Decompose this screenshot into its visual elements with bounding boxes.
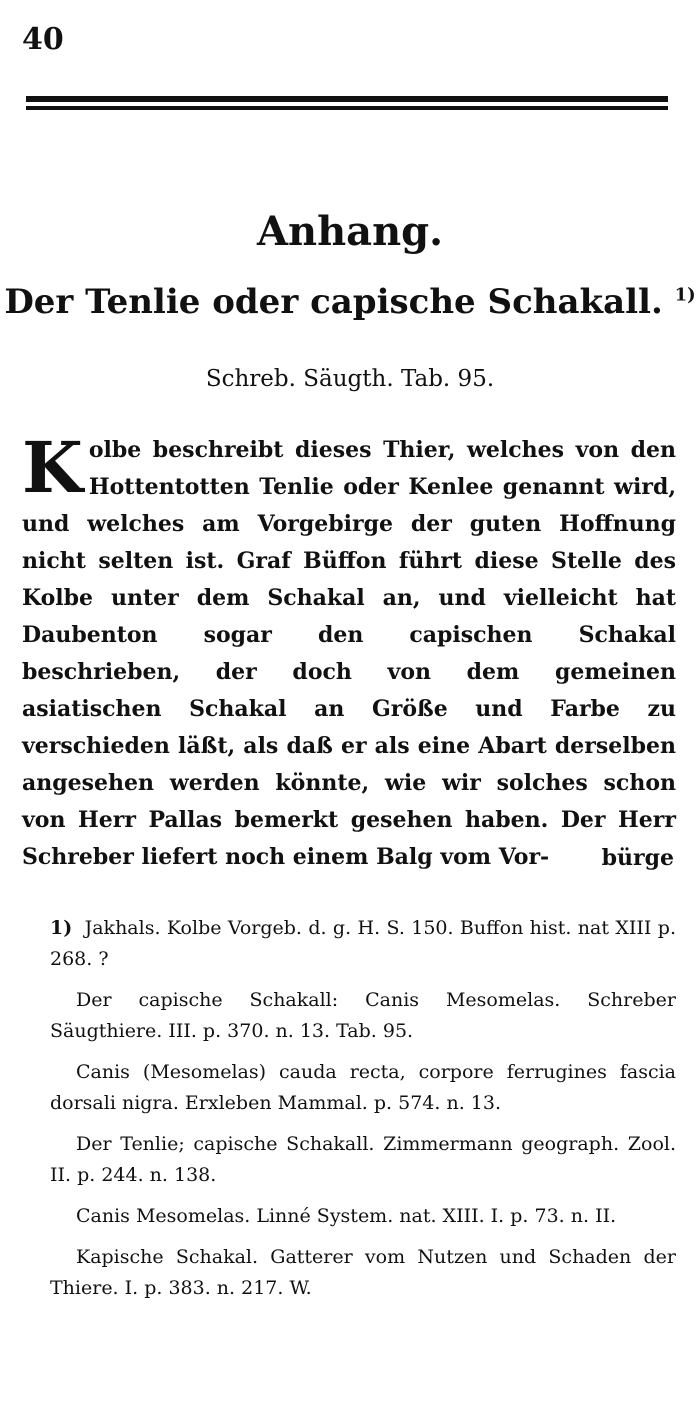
drop-cap: K [22,426,83,509]
chapter-heading [0,282,700,322]
footnote-reference: 1) [674,284,696,306]
catchword: bürge [601,845,674,871]
footnotes [50,913,676,1314]
header-rule-thin [26,106,668,110]
chapter-heading-text: Der Tenlie oder capische Schakall. [4,282,663,322]
footnote-marker: 1) [50,917,73,939]
footnote-entry: Der Tenlie; capische Schakall. Zimmermann geograph. Zool. II. p. 244. n. 138. [50,1133,676,1186]
header-rule-thick [26,96,668,102]
source-reference: Schreb. Säugth. Tab. 95. [205,366,495,392]
footnote-text: Jakhals. Kolbe Vorgeb. d. g. H. S. 150. Buffon hist. nat XIII p. 268. ? [50,917,676,970]
footnote-entry: Der capische Schakall: Canis Mesomelas. Schreber Säugthiere. III. p. 370. n. 13. Tab. 95. [50,989,676,1042]
footnote-entry: Canis (Mesomelas) cauda recta, corpore ferrugines fascia dorsali nigra. Erxleben Mammal. p. 574. n. 13. [50,1061,676,1114]
footnote-entry [50,913,676,975]
paragraph-text: olbe beschreibt dieses Thier, welches von den Hottentotten Tenlie oder Kenlee genannt wird, und welches am Vorgebirge der guten Hoffnung nicht selten ist. Graf Büffon führt diese Stelle des Kolbe unter dem Schakal an, und vielleicht hat Daubenton sogar den capischen Schakal beschrieben, der doch von dem gemeinen asiatischen Schakal an Größe und Farbe zu verschieden läßt, als daß er als eine Abart derselben angesehen werden könnte, wie wir solches schon von Herr Pallas bemerkt gesehen haben. Der Herr Schreber liefert noch einem Balg vom Vor- [22,437,676,870]
footnote-entry: Kapische Schakal. Gatterer vom Nutzen und Schaden der Thiere. I. p. 383. n. 217. W. [50,1246,676,1299]
page-number: 40 [22,22,64,57]
section-title: Anhang. [256,208,444,255]
body-paragraph [22,426,676,876]
footnote-entry: Canis Mesomelas. Linné System. nat. XIII. I. p. 73. n. II. [76,1205,617,1227]
